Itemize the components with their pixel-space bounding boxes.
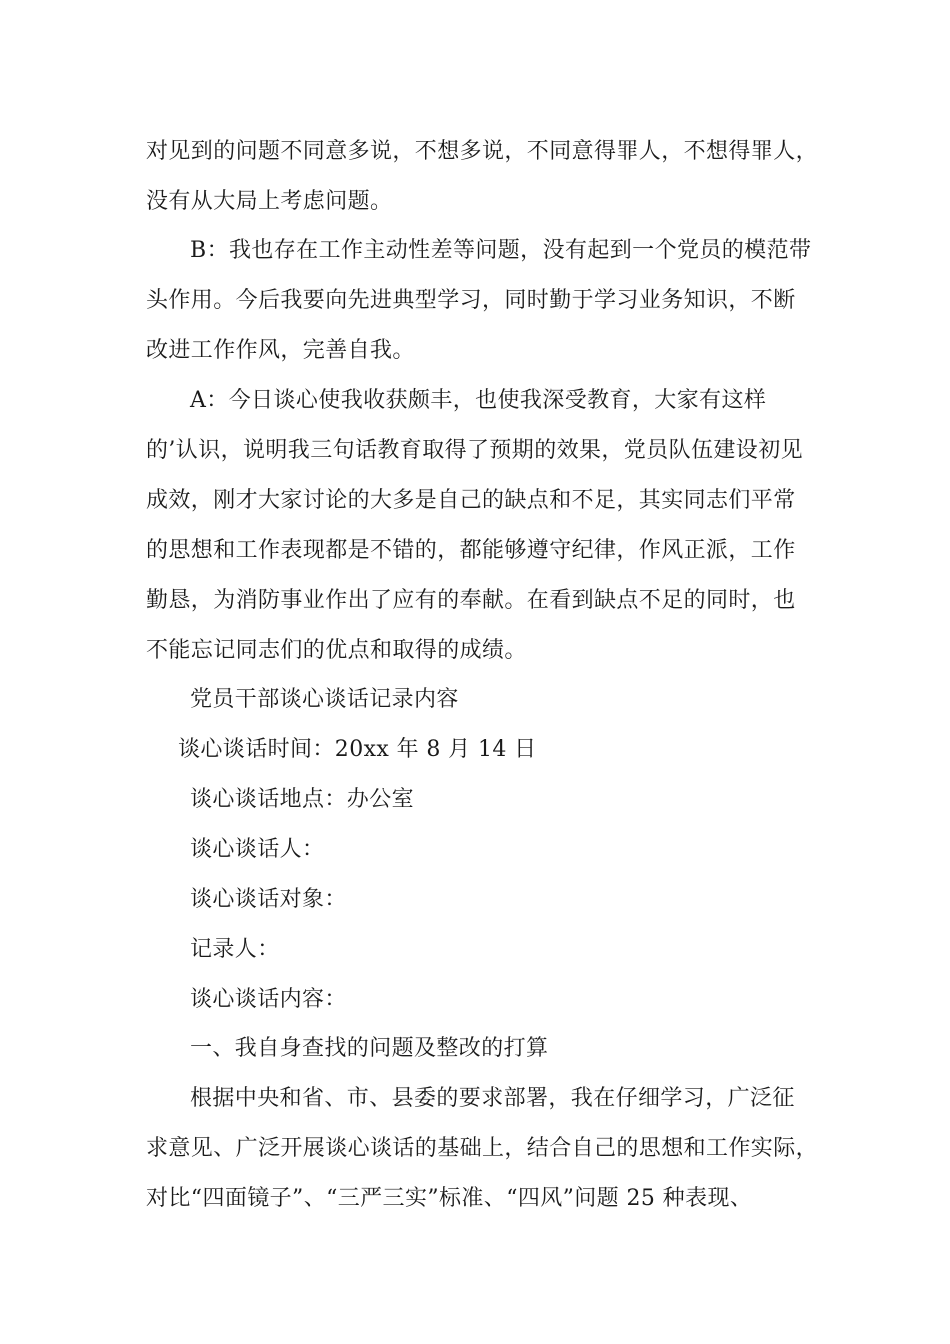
text-line-11: 不能忘记同志们的优点和取得的成绩。 — [146, 638, 527, 663]
text-line-1: 对见到的问题不同意多说，不想多说，不同意得罪人，不想得罪人， — [146, 139, 819, 164]
text-line-7: 的’认识，说明我三句话教育取得了预期的效果，党员队伍建设初见 — [146, 438, 803, 463]
text-line-22: 对比“四面镜子”、“三严三实”标准、“四风”问题 25 种表现、 — [146, 1186, 753, 1211]
text-line-21: 求意见、广泛开展谈心谈话的基础上，结合自己的思想和工作实际， — [146, 1136, 819, 1161]
text-line-10: 勤恳，为消防事业作出了应有的奉献。在看到缺点不足的同时，也 — [146, 588, 796, 613]
talk-target: 谈心谈话对象： — [190, 887, 347, 912]
talk-content: 谈心谈话内容： — [190, 987, 347, 1012]
subheading-1: 一、我自身查找的问题及整改的打算 — [190, 1036, 549, 1061]
talk-time: 谈心谈话时间：20xx 年 8 月 14 日 — [178, 737, 537, 762]
text-line-2: 没有从大局上考虑问题。 — [146, 189, 393, 214]
section-title: 党员干部谈心谈话记录内容 — [190, 687, 459, 712]
text-line-4: 头作用。今后我要向先进典型学习，同时勤于学习业务知识，不断 — [146, 288, 796, 313]
recorder: 记录人： — [190, 937, 280, 962]
text-line-6: A：今日谈心使我收获颇丰，也使我深受教育，大家有这样 — [190, 388, 767, 413]
text-line-20: 根据中央和省、市、县委的要求部署，我在仔细学习，广泛征 — [190, 1086, 795, 1111]
text-line-5: 改进工作作风，完善自我。 — [146, 338, 415, 363]
talk-speaker: 谈心谈话人： — [190, 837, 325, 862]
text-line-8: 成效，刚才大家讨论的大多是自己的缺点和不足，其实同志们平常 — [146, 488, 796, 513]
talk-location: 谈心谈话地点：办公室 — [190, 787, 415, 812]
text-line-3: B：我也存在工作主动性差等问题，没有起到一个党员的模范带 — [190, 238, 812, 263]
text-line-9: 的思想和工作表现都是不错的，都能够遵守纪律，作风正派，工作 — [146, 538, 796, 563]
